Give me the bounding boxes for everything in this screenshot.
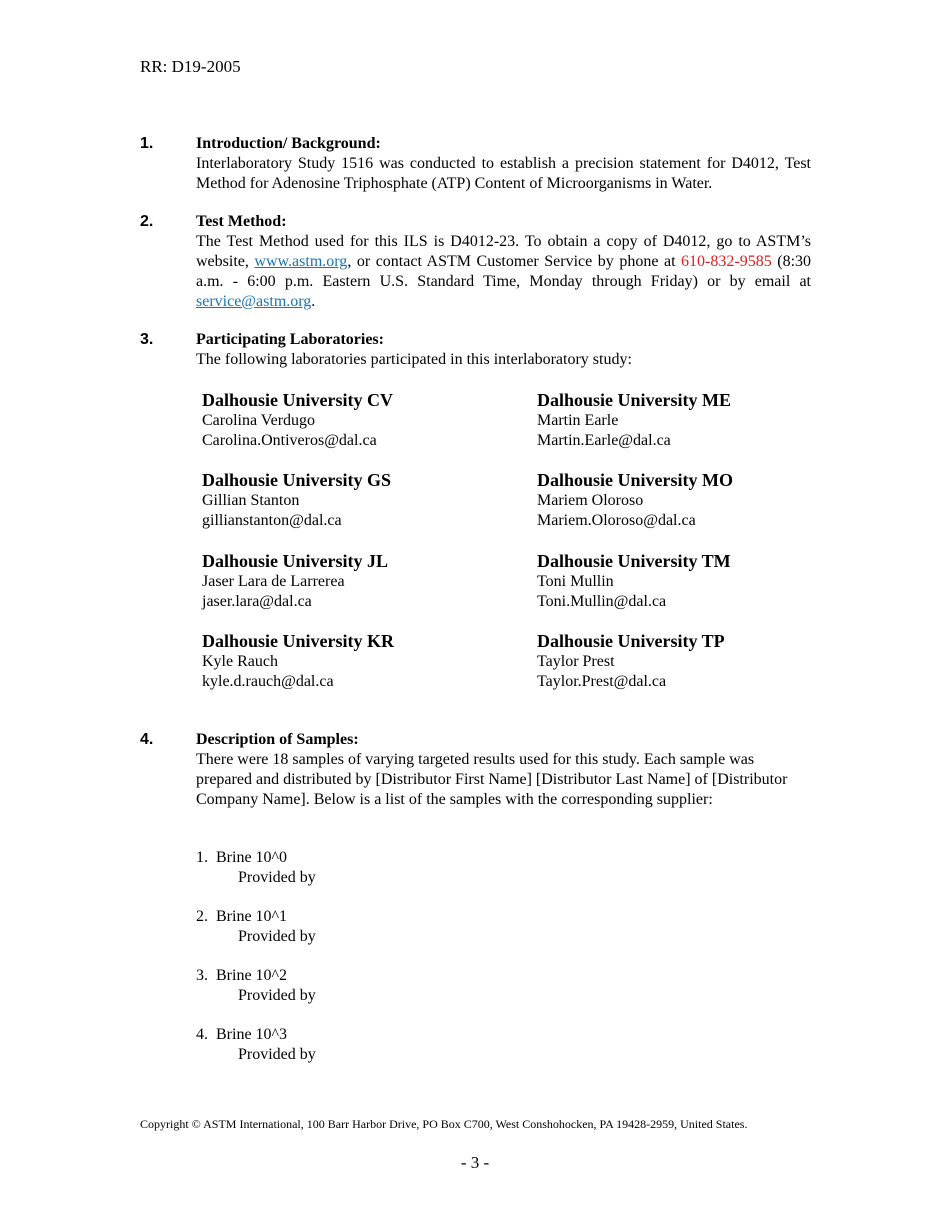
laboratory-name: Dalhousie University KR	[202, 631, 395, 651]
laboratory-entry	[537, 551, 837, 612]
sample-provided-by: Provided by	[238, 987, 316, 1004]
laboratory-name: Dalhousie University ME	[537, 390, 732, 410]
laboratory-email: Carolina.Ontiveros@dal.ca	[202, 432, 377, 449]
laboratory-name: Dalhousie University TP	[537, 631, 725, 651]
sample-label: 3. Brine 10^2	[196, 967, 288, 984]
laboratory-name: Dalhousie University JL	[202, 551, 389, 571]
laboratory-contact: Taylor Prest	[537, 653, 615, 670]
report-id-header: RR: D19-2005	[140, 57, 241, 76]
laboratory-name: Dalhousie University CV	[202, 390, 394, 410]
sample-label: 1. Brine 10^0	[196, 849, 288, 866]
section-title: Test Method:	[196, 213, 287, 230]
section-title: Introduction/ Background:	[196, 135, 381, 152]
sample-label: 2. Brine 10^1	[196, 908, 288, 925]
sample-provided-by: Provided by	[238, 1046, 316, 1063]
section-participating-laboratories	[140, 330, 811, 370]
service-email-link[interactable]: service@astm.org	[196, 293, 312, 310]
laboratory-contact: Martin Earle	[537, 412, 619, 429]
method-text-4: .	[311, 293, 316, 310]
laboratory-contact: Kyle Rauch	[202, 653, 278, 670]
laboratory-entry	[202, 470, 502, 531]
laboratory-email: kyle.d.rauch@dal.ca	[202, 673, 334, 690]
page-number: - 3 -	[460, 1153, 490, 1172]
astm-website-link[interactable]: www.astm.org	[254, 253, 348, 270]
laboratory-entry	[202, 551, 502, 612]
section-number: 1.	[140, 135, 154, 152]
section-description-of-samples	[140, 730, 811, 810]
laboratory-contact: Toni Mullin	[537, 573, 614, 590]
section-number: 4.	[140, 731, 154, 748]
section-text: The following laboratories participated in this interlaboratory study:	[196, 351, 632, 368]
customer-service-phone: 610-832-9585	[681, 253, 772, 270]
method-text-1: The Test Method used for this ILS is D4012-23. To obtain a copy of D4012, go to ASTM’s website,	[196, 233, 811, 270]
section-number: 2.	[140, 213, 154, 230]
laboratory-name: Dalhousie University TM	[537, 551, 731, 571]
copyright-footer: Copyright © ASTM International, 100 Barr Harbor Drive, PO Box C700, West Conshohocken, PA 19428-2959, United States.	[140, 1117, 748, 1131]
laboratory-email: Martin.Earle@dal.ca	[537, 432, 671, 449]
laboratory-contact: Gillian Stanton	[202, 492, 300, 509]
laboratory-contact: Mariem Oloroso	[537, 492, 644, 509]
laboratory-email: Mariem.Oloroso@dal.ca	[537, 512, 696, 529]
section-title: Description of Samples:	[196, 731, 359, 748]
laboratory-entry	[202, 390, 502, 451]
laboratory-entry	[537, 390, 837, 451]
section-test-method	[140, 212, 811, 312]
laboratory-email: jaser.lara@dal.ca	[202, 593, 312, 610]
laboratory-contact: Jaser Lara de Larrerea	[202, 573, 345, 590]
laboratory-contact: Carolina Verdugo	[202, 412, 316, 429]
sample-provided-by: Provided by	[238, 928, 316, 945]
laboratory-name: Dalhousie University GS	[202, 470, 392, 490]
section-text	[196, 232, 811, 312]
sample-item	[196, 848, 316, 888]
laboratory-entry	[537, 631, 837, 692]
sample-item	[196, 907, 316, 947]
section-number: 3.	[140, 331, 154, 348]
section-text: Interlaboratory Study 1516 was conducted to establish a precision statement for D4012, Test Method for Adenosine Triphosphate (ATP) Content of Microorganisms in Water.	[196, 155, 811, 192]
method-text-3: (8:30 a.m. - 6:00 p.m. Eastern U.S. Standard Time, Monday through Friday) or by email at	[196, 253, 812, 290]
section-text: There were 18 samples of varying targeted results used for this study. Each sample was prepared and distributed by [Distributor First Name] [Distributor Last Name] of [Distributor Company Name]. Below is a list of the samples with the corresponding supplier:	[196, 751, 788, 808]
section-title: Participating Laboratories:	[196, 331, 384, 348]
laboratory-email: Taylor.Prest@dal.ca	[537, 673, 667, 690]
sample-label: 4. Brine 10^3	[196, 1026, 288, 1043]
sample-provided-by: Provided by	[238, 869, 316, 886]
method-text-2: , or contact ASTM Customer Service by phone at	[347, 253, 682, 270]
laboratory-entry	[202, 631, 502, 692]
laboratory-email: gillianstanton@dal.ca	[202, 512, 342, 529]
sample-item	[196, 1025, 316, 1065]
laboratory-entry	[537, 470, 837, 531]
laboratory-name: Dalhousie University MO	[537, 470, 733, 490]
sample-item	[196, 966, 316, 1006]
laboratory-email: Toni.Mullin@dal.ca	[537, 593, 667, 610]
section-introduction	[140, 134, 811, 194]
